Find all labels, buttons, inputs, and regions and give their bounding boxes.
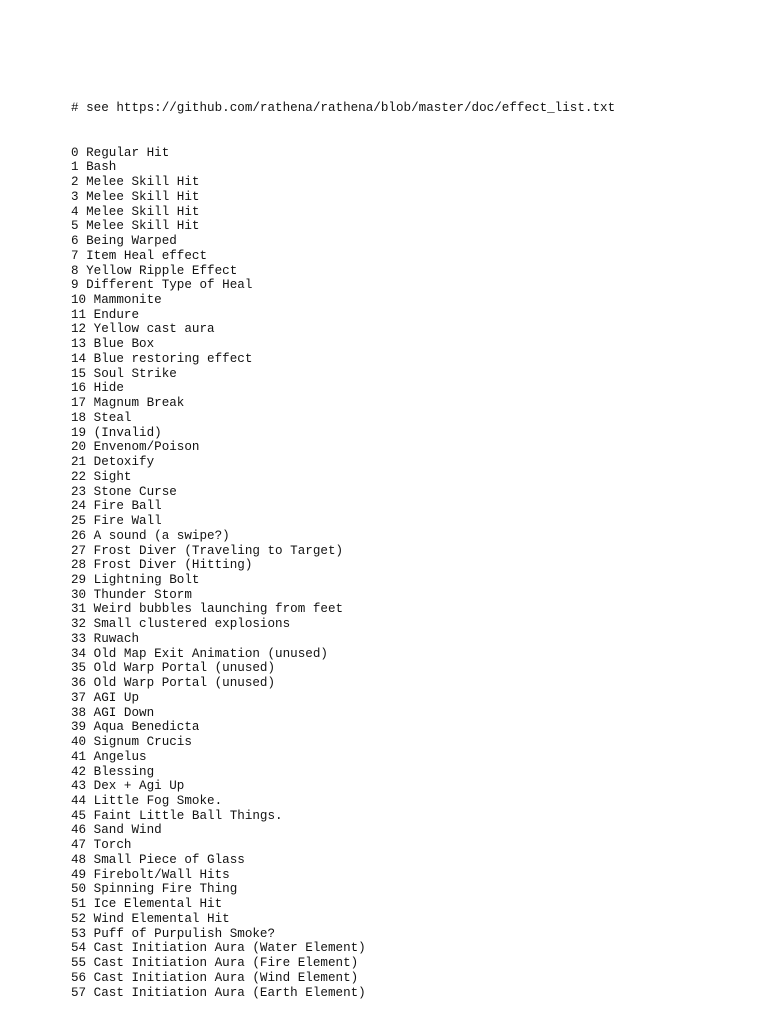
effect-entry-line: 26 A sound (a swipe?): [71, 528, 230, 543]
effect-entry-line: 49 Firebolt/Wall Hits: [71, 867, 230, 882]
effect-entry-list: [71, 146, 615, 1001]
effect-entry-line: 3 Melee Skill Hit: [71, 189, 200, 204]
effect-entry-line: 41 Angelus: [71, 749, 147, 764]
effect-entry-line: 6 Being Warped: [71, 234, 177, 249]
effect-entry-line: 22 Sight: [71, 469, 132, 484]
effect-entry-line: 57 Cast Initiation Aura (Earth Element): [71, 985, 366, 1000]
effect-entry-line: 16 Hide: [71, 381, 124, 396]
effect-entry-line: 8 Yellow Ripple Effect: [71, 263, 238, 278]
effect-entry-line: 54 Cast Initiation Aura (Water Element): [71, 941, 366, 956]
effect-list-text: [71, 72, 615, 1030]
effect-entry-line: 27 Frost Diver (Traveling to Target): [71, 543, 344, 558]
effect-entry-line: 28 Frost Diver (Hitting): [71, 558, 253, 573]
effect-entry-line: 19 (Invalid): [71, 425, 162, 440]
effect-entry-line: 11 Endure: [71, 307, 140, 322]
effect-entry-line: 25 Fire Wall: [71, 514, 162, 529]
effect-entry-line: 21 Detoxify: [71, 455, 155, 470]
effect-entry-line: 47 Torch: [71, 838, 132, 853]
effect-entry-line: 42 Blessing: [71, 764, 155, 779]
effect-entry-line: 1 Bash: [71, 160, 117, 175]
effect-entry-line: 31 Weird bubbles launching from feet: [71, 602, 344, 617]
effect-entry-line: 33 Ruwach: [71, 631, 140, 646]
effect-entry-line: 39 Aqua Benedicta: [71, 720, 200, 735]
effect-entry-line: 17 Magnum Break: [71, 396, 185, 411]
effect-entry-line: 36 Old Warp Portal (unused): [71, 676, 276, 691]
effect-entry-line: 20 Envenom/Poison: [71, 440, 200, 455]
effect-entry-line: 0 Regular Hit: [71, 145, 170, 160]
effect-entry-line: 23 Stone Curse: [71, 484, 177, 499]
effect-entry-line: 15 Soul Strike: [71, 366, 177, 381]
effect-entry-line: 44 Little Fog Smoke.: [71, 793, 223, 808]
effect-entry-line: 18 Steal: [71, 410, 132, 425]
effect-entry-line: 40 Signum Crucis: [71, 735, 192, 750]
effect-entry-line: 29 Lightning Bolt: [71, 572, 200, 587]
effect-entry-line: 32 Small clustered explosions: [71, 617, 291, 632]
effect-entry-line: 34 Old Map Exit Animation (unused): [71, 646, 328, 661]
header-comment: # see https://github.com/rathena/rathena/blob/master/doc/effect_list.txt: [71, 101, 616, 116]
effect-entry-line: 56 Cast Initiation Aura (Wind Element): [71, 970, 359, 985]
effect-entry-line: 48 Small Piece of Glass: [71, 852, 245, 867]
effect-entry-line: 9 Different Type of Heal: [71, 278, 253, 293]
effect-entry-line: 38 AGI Down: [71, 705, 155, 720]
effect-entry-line: 37 AGI Up: [71, 690, 140, 705]
effect-entry-line: 51 Ice Elemental Hit: [71, 897, 223, 912]
effect-entry-line: 46 Sand Wind: [71, 823, 162, 838]
effect-entry-line: 43 Dex + Agi Up: [71, 779, 185, 794]
effect-entry-line: 52 Wind Elemental Hit: [71, 911, 230, 926]
effect-entry-line: 55 Cast Initiation Aura (Fire Element): [71, 956, 359, 971]
effect-entry-line: 53 Puff of Purpulish Smoke?: [71, 926, 276, 941]
effect-entry-line: 12 Yellow cast aura: [71, 322, 215, 337]
effect-entry-line: 45 Faint Little Ball Things.: [71, 808, 283, 823]
effect-entry-line: 5 Melee Skill Hit: [71, 219, 200, 234]
effect-entry-line: 24 Fire Ball: [71, 499, 162, 514]
effect-entry-line: 4 Melee Skill Hit: [71, 204, 200, 219]
effect-entry-line: 10 Mammonite: [71, 293, 162, 308]
effect-entry-line: 30 Thunder Storm: [71, 587, 192, 602]
effect-entry-line: 2 Melee Skill Hit: [71, 175, 200, 190]
effect-entry-line: 7 Item Heal effect: [71, 248, 208, 263]
effect-entry-line: 13 Blue Box: [71, 337, 155, 352]
effect-entry-line: 35 Old Warp Portal (unused): [71, 661, 276, 676]
effect-entry-line: 14 Blue restoring effect: [71, 351, 253, 366]
effect-entry-line: 50 Spinning Fire Thing: [71, 882, 238, 897]
